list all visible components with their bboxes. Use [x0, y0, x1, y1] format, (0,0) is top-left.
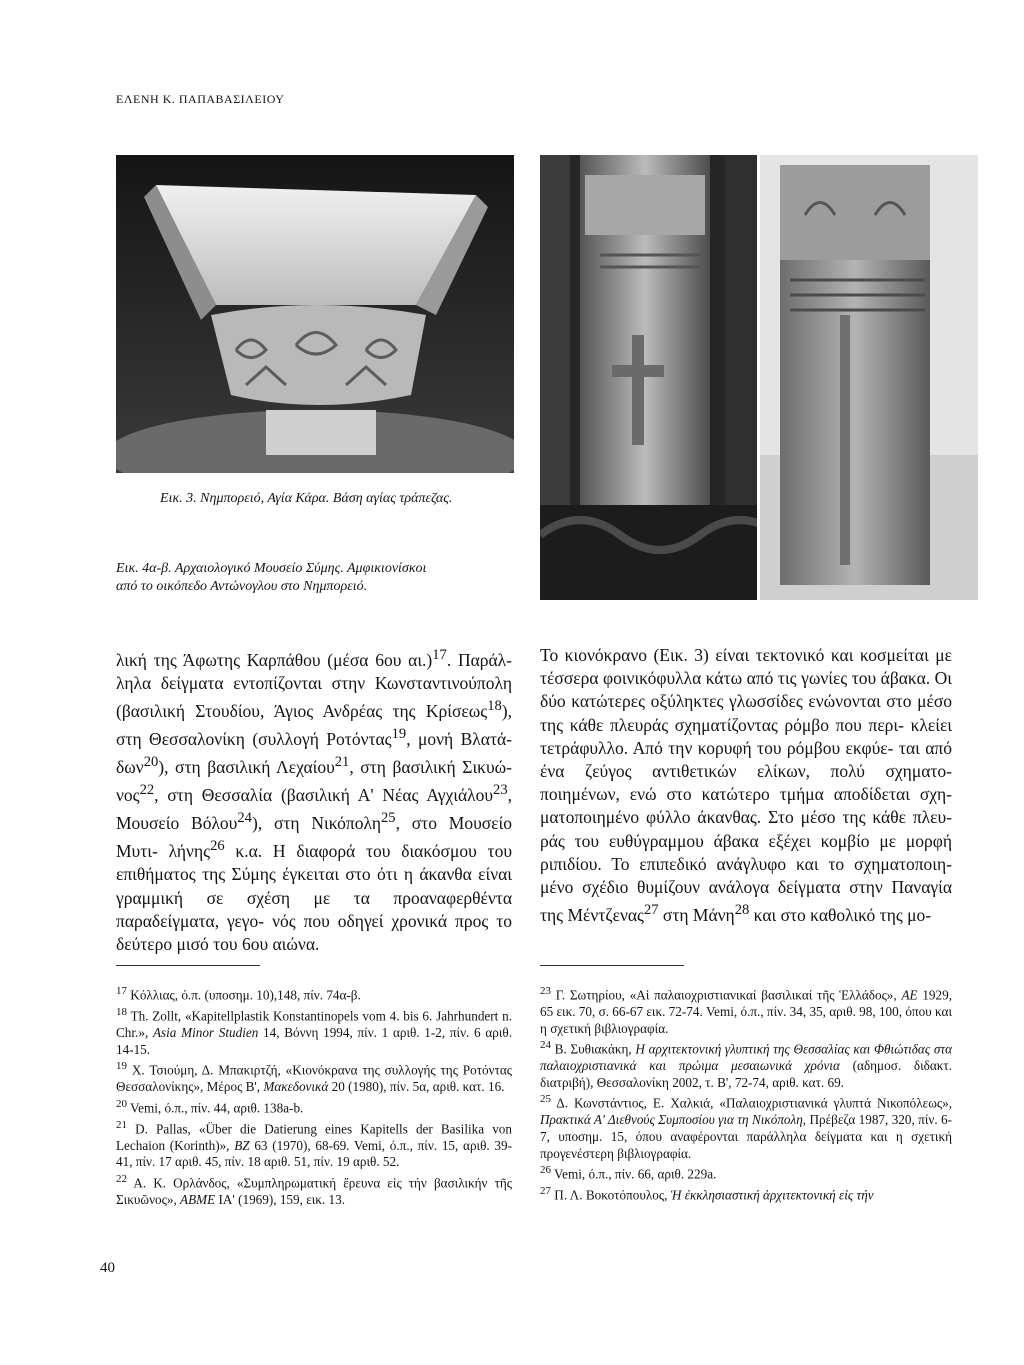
- footnote-22: $^{22}$ Α. Κ. Ορλάνδος, «Συμπληρωματική ἔρευνα εἰς τήν βασιλικήν τῆς Σικυῶνος», ΑΒΜΕ ΙΑ' (1969), 159, εικ. 13.: [116, 1172, 512, 1207]
- footnote-26: $^{26}$ Vemi, ό.π., πίν. 66, αριθ. 229a.: [540, 1164, 717, 1182]
- footnote-25: $^{25}$ Δ. Κωνστάντιος, Ε. Χαλκιά, «Παλαιοχριστιανικά γλυπτά Νικοπόλεως», Πρακτικά Α' Διεθνούς Συμποσίου για τη Νικόπολη, Πρέβεζα 1987, 320, πίν. 6-7, υποσημ. 15, όπου αναφέρονται παράλληλα δείγματα και η σχετική προγενέστερη βιβλιογραφία.: [540, 1093, 953, 1161]
- footnote-27: $^{27}$ Π. Λ. Βοκοτόπουλος, Ἡ ἐκκλησιαστική ἀρχιτεκτονική εἰς τήν: [540, 1185, 874, 1203]
- footnotes-left: [116, 983, 512, 1208]
- footnote-rule-right: [540, 965, 684, 966]
- body-text-right-column: [540, 644, 952, 927]
- figure-4b-image: [760, 155, 978, 600]
- footnote-23: $^{23}$ Γ. Σωτηρίου, «Αἱ παλαιοχριστιανικαί βασιλικαί τῆς Ἑλλάδος», ΑΕ 1929, 65 εικ. 70, σ. 66-67 εικ. 72-74. Vemi, ό.π., πίν. 34, 35, αριθ. 98, 100, όπου και η σχετική βιβλιογραφία.: [540, 985, 953, 1036]
- figure-4a-image: [540, 155, 757, 600]
- footnote-21: $^{21}$ D. Pallas, «Über die Datierung eines Kapitells der Basilika von Lechaion (Korinth)», BZ 63 (1970), 68-69. Vemi, ό.π., πίν. 15, αριθ. 39-41, πίν. 17 αριθ. 45, πίν. 18 αριθ. 51, πίν. 19 αριθ. 52.: [116, 1118, 512, 1170]
- footnote-19: $^{19}$ Χ. Τσιούμη, Δ. Μπακιρτζή, «Κιονόκρανα της συλλογής της Ροτόντας Θεσσαλονίκης», Μέρος Β', Μακεδονικά 20 (1980), πίν. 5α, αριθ. κατ. 16.: [116, 1060, 512, 1095]
- altar-base-photo: [116, 155, 514, 473]
- figure-4-caption-line2: από το οικόπεδο Αντώνογλου στο Νημπορειό.: [116, 579, 368, 594]
- paragraph: λική της Άφωτης Καρπάθου (μέσα 6ου αι.)$^{17}$. Παράλ- ληλα δείγματα εντοπίζονται στην Κωνσταντινούπολη (βασιλική Στουδίου, Άγιος Ανδρέας της Κρίσεως$^{18}$), στη Θεσσαλονίκη (συλλογή Ροτόντας$^{19}$, μονή Βλατά- δων$^{20}$), στη βασιλική Λεχαίου$^{21}$, στη βασιλική Σικυώ- νος$^{22}$, στη Θεσσαλία (βασιλική Α' Νέας Αγχιάλου$^{23}$, Μουσείο Βόλου$^{24}$), στη Νικόπολη$^{25}$, στο Μουσείο Μυτι- λήνης$^{26}$ κ.α. Η διαφορά του διακόσμου του επιθήματος της Σύμης έγκειται στο ότι η άκανθα είναι γραμμική σε σχέση με τα προαναφερθέντα παραδείγματα, γεγο- νός που οδηγεί χρονικά προς το δεύτερο μισό του 6ου αιώνα.: [116, 647, 513, 955]
- figure-4-caption-line1: Εικ. 4α-β. Αρχαιολογικό Μουσείο Σύμης. Αμφικιονίσκοι: [116, 561, 427, 576]
- colonnette-cross-photo: [540, 155, 757, 600]
- figure-3-image: [116, 155, 514, 473]
- figure-4-caption: [116, 560, 426, 596]
- body-text-left-column: [116, 644, 512, 956]
- footnote-17: $^{17}$ Κόλλιας, ό.π. (υποσημ. 10),148, πίν. 74α-β.: [116, 985, 361, 1003]
- colonnette-photo: [760, 155, 978, 600]
- paragraph: Το κιονόκρανο (Εικ. 3) είναι τεκτονικό και κοσμείται με τέσσερα φοινικόφυλλα κάτω από τις γωνίες του άβακα. Οι δύο κατώτερες οξύληκτες γλωσσίδες ενώνονται στο μέσο της κάθε πλευράς σχηματίζοντας ρόμβο που περι- κλείει τετράφυλλο. Από την κορυφή του ρόμβου εκφύε- ται από ένα ζεύγος αντιθετικών ελίκων, πολύ σχηματο- ποιημένων, ενώ στο κατώτερο τμήμα αποδίδεται σχη- ματοποιημένο φύλλο άκανθας. Στο μέσο της κάθε πλευ- ράς του ευθύγραμμου άβακα εξέχει κομβίο με μορφή ριπιδίου. Το επιπεδικό ανάγλυφο και το σχηματοποιη- μένο σχέδιο θυμίζουν ανάλογα δείγματα στην Παναγία της Μέντζενας$^{27}$ στη Μάνη$^{28}$ και στο καθολικό της μο-: [540, 645, 953, 926]
- footnote-18: $^{18}$ Th. Zollt, «Kapitellplastik Konstantinopels vom 4. bis 6. Jahrhundert n. Chr.», Asia Minor Studien 14, Βόννη 1994, πίν. 1 αριθ. 1-2, πίν. 6 αριθ. 14-15.: [116, 1005, 512, 1057]
- footnote-rule-left: [116, 965, 260, 966]
- footnote-24: $^{24}$ Β. Συθιακάκη, Η αρχιτεκτονική γλυπτική της Θεσσαλίας και Φθιώτιδας στα παλαιοχριστιανικά και πρώιμα μεσαιωνικά χρόνια (αδημοσ. διδακτ. διατριβή), Θεσσαλονίκη 2002, τ. Β', 72-74, αριθ. κατ. 69.: [540, 1039, 952, 1090]
- footnote-20: $^{20}$ Vemi, ό.π., πίν. 44, αριθ. 138a-b.: [116, 1097, 304, 1116]
- footnotes-right: [540, 983, 952, 1204]
- figure-3-caption: Εικ. 3. Νημπορειό, Αγία Κάρα. Βάση αγίας τράπεζας.: [160, 491, 453, 506]
- running-head: ΕΛΕΝΗ Κ. ΠΑΠΑΒΑΣΙΛΕΙΟΥ: [116, 92, 285, 106]
- page-number: 40: [100, 1260, 115, 1276]
